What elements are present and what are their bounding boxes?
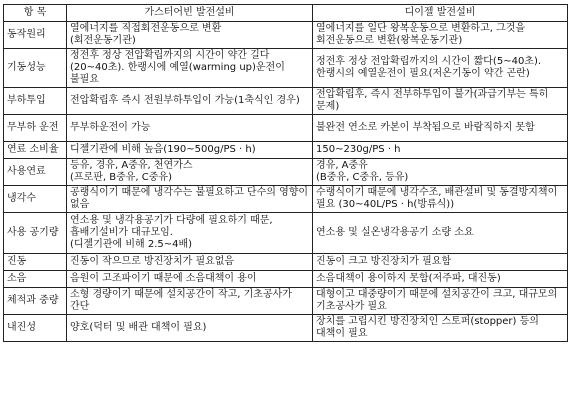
row-item-label: 진동 [4,254,67,271]
gas-turbine-cell: 전압확립후 즉시 전원부하투입이 가능(1축식인 경우) [67,88,313,115]
gas-turbine-cell: 연소용 및 냉각용공기가 다량에 필요하기 때문, 흡배기설비가 대규모임. (디젤기관에 비해 2.5~4배) [67,213,313,254]
header-item: 항 목 [4,5,67,22]
table-row [4,315,568,342]
gas-turbine-cell: 등유, 경유, A중유, 천연가스 (프로판, B중유, C중유) [67,159,313,186]
diesel-cell: 연소용 및 실온냉각용공기 소량 소요 [313,213,568,254]
diesel-cell: 정전후 정상 전압확립까지의 시간이 짧다(5~40초). 한랭시의 예열운전이 필요(저온기동이 약간 곤란) [313,49,568,88]
diesel-cell: 불완전 연소로 카본이 부착됨으로 바람직하지 못함 [313,115,568,142]
table-row [4,88,568,115]
table-row [4,22,568,49]
gas-turbine-cell: 열에너지를 직접회전운동으로 변환 (회전운동기관) [67,22,313,49]
comparison-table-container [3,4,568,342]
row-item-label: 냉각수 [4,186,67,213]
table-row [4,271,568,288]
header-diesel: 디이젤 발전설비 [313,5,568,22]
table-row [4,115,568,142]
table-row [4,159,568,186]
diesel-cell: 150~230g/PS · h [313,142,568,159]
row-item-label: 사용연료 [4,159,67,186]
gas-turbine-cell: 디젤기관에 비해 높음(190~500g/PS · h) [67,142,313,159]
row-item-label: 체적과 중량 [4,288,67,315]
row-item-label: 동작원리 [4,22,67,49]
diesel-cell: 열에너지를 일단 왕복운동으로 변환하고, 그것을 회전운동으로 변환(왕복운동기관) [313,22,568,49]
table-row [4,49,568,88]
gas-turbine-cell: 소형 경량이기 때문에 설치공간이 작고, 기초공사가 간단 [67,288,313,315]
gas-turbine-cell: 정전후 정상 전압확립까지의 시간이 약간 길다(20~40초). 한랭시에 예열(warming up)운전이 불필요 [67,49,313,88]
row-item-label: 부하투입 [4,88,67,115]
row-item-label: 사용 공기량 [4,213,67,254]
diesel-cell: 수랭식이기 때문에 냉각수조, 배관설비 및 동결방지책이 필요 (30~40L/PS · h(방류식)) [313,186,568,213]
diesel-cell: 전압확립후, 즉시 전부하투입이 불가(과급기부는 특히 문제) [313,88,568,115]
gas-turbine-cell: 음원이 고조파이기 때문에 소음대책이 용이 [67,271,313,288]
row-item-label: 무부하 운전 [4,115,67,142]
row-item-label: 기동성능 [4,49,67,88]
diesel-cell: 진동이 크고 방진장치가 필요함 [313,254,568,271]
row-item-label: 소음 [4,271,67,288]
header-row [4,5,568,22]
table-row [4,142,568,159]
diesel-cell: 장치를 고립시킨 방진장치인 스토퍼(stopper) 등의 대책이 필요 [313,315,568,342]
header-gas-turbine: 가스터어빈 발전설비 [67,5,313,22]
diesel-cell: 경유, A중유 (B중유, C중유, 등유) [313,159,568,186]
table-row [4,186,568,213]
gas-turbine-cell: 무부하운전이 가능 [67,115,313,142]
diesel-cell: 대형이고 대중량이기 때문에 설치공간이 크고, 대규모의 기초공사가 필요 [313,288,568,315]
table-row [4,254,568,271]
gas-turbine-cell: 양호(덕터 및 배관 대책이 필요) [67,315,313,342]
gas-turbine-cell: 공랭식이기 때문에 냉각수는 불필요하고 단수의 영향이 없음 [67,186,313,213]
row-item-label: 연료 소비율 [4,142,67,159]
diesel-cell: 소음대책이 용이하지 못함(저주파, 대진동) [313,271,568,288]
table-row [4,288,568,315]
comparison-table [3,4,568,342]
gas-turbine-cell: 진동이 작으므로 방진장치가 필요없음 [67,254,313,271]
row-item-label: 내진성 [4,315,67,342]
table-body [4,22,568,342]
table-row [4,213,568,254]
